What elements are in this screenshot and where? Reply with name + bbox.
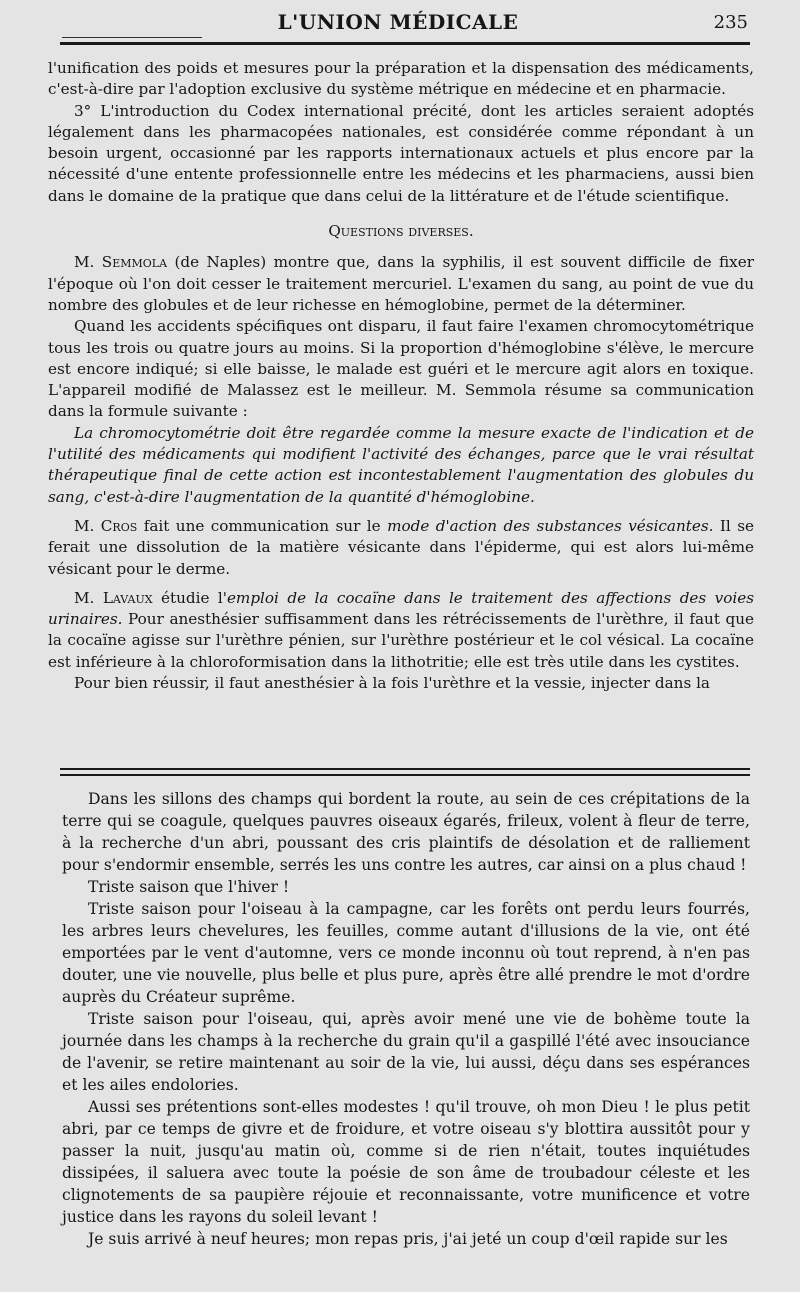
feuilleton-separator — [60, 768, 750, 780]
speaker-name: M. Lavaux — [74, 588, 153, 607]
feuilleton — [62, 788, 750, 1250]
speaker-name: M. Semmola — [74, 253, 168, 272]
feuilleton-paragraph: Triste saison pour l'oiseau à la campagne, car les forêts ont perdu leurs fourrés, les arbres leurs chevelures, les feuilles, comme autant d'illusions de la vie, ont été emportées par le vent d'automne, vers ce monde inconnu où tout reprend, à n'en pas douter, une vie nouvelle, plus belle et plus pure, après être allé prendre le mot d'ordre auprès du Créateur suprême. — [62, 900, 750, 1006]
header-rule — [60, 42, 750, 45]
paragraph-formula-quote: La chromocytométrie doit être regardée comme la mesure exacte de l'indication et de l'utilité des médicaments qui modifient l'activité des échanges, parce que le vrai résultat thérapeutique final de cette action est incontestablement l'augmentation des globules du sang, c'est-à-dire l'augmentation de la quantité d'hémoglobine. — [48, 423, 754, 506]
paragraph-semmola: M. Semmola (de Naples) montre que, dans la syphilis, il est souvent difficile de fixer l'époque où l'on doit cesser le traitement mercuriel. L'examen du sang, au point de vue du nombre des globules et de leur richesse en hémoglobine, permet de la déterminer. — [48, 253, 754, 314]
feuilleton-paragraph: Aussi ses prétentions sont-elles modestes ! qu'il trouve, oh mon Dieu ! le plus petit abri, par ce temps de givre et de froidure, et votre oiseau s'y blottira aussitôt pour y passer la nuit, jusqu'au matin où, comme si de rien n'était, toutes inquiétudes dissipées, il saluera avec toute la poésie de son âme de troubadour céleste et les clignotements de sa paupière réjouie et reconnaissante, votre munificence et votre justice dans les rayons du soleil levant ! — [62, 1098, 750, 1226]
paragraph-anesthesia: Pour bien réussir, il faut anesthésier à la fois l'urèthre et la vessie, injecter dans la — [74, 674, 710, 693]
page-number: 235 — [713, 12, 748, 33]
header-rule-thin — [62, 37, 202, 38]
speaker-name: M. Cros — [74, 516, 138, 535]
running-title: L'UNION MÉDICALE — [277, 10, 519, 34]
feuilleton-paragraph: Dans les sillons des champs qui bordent la route, au sein de ces crépitations de la terre qui se coagule, quelques pauvres oiseaux égarés, frileux, volent à fleur de terre, à la recherche d'un abri, poussant des cris plaintifs de désolation et de ralliement pour s'endormir ensemble, serrés les uns contre les autres, car ainsi on a plus chaud ! — [62, 790, 750, 874]
feuilleton-paragraph: Je suis arrivé à neuf heures; mon repas pris, j'ai jeté un coup d'œil rapide sur les — [88, 1230, 728, 1248]
section-heading: Questions diverses. — [328, 222, 474, 241]
page-header — [48, 6, 748, 38]
paragraph-lavaux: M. Lavaux étudie l'emploi de la cocaïne dans le traitement des affections des voies urinaires. Pour anesthésier suffisamment dans les rétrécissements de l'urèthre, il faut que la cocaïne agisse sur l'urèthre pénien, sur l'urèthre postérieur et le col vésical. La cocaïne est inférieure à la chloroformisation dans la lithotritie; elle est très utile dans les cystites. — [48, 588, 755, 671]
paragraph-unification: l'unification des poids et mesures pour la préparation et la dispensation des médicaments, c'est-à-dire par l'adoption exclusive du système métrique en médecine et en pharmacie. — [48, 59, 754, 99]
feuilleton-paragraph: Triste saison pour l'oiseau, qui, après avoir mené une vie de bohème toute la journée dans les champs à la recherche du grain qu'il a gaspillé l'été avec insouciance de l'avenir, se retire maintenant au soir de la vie, lui aussi, déçu dans ses espérances et les ailes endolories. — [62, 1010, 750, 1094]
paragraph-cros: M. Cros fait une communication sur le mode d'action des substances vésicantes. Il se ferait une dissolution de la matière vésicante dans l'épiderme, qui est alors lui-même vésicant pour le derme. — [48, 516, 755, 578]
paragraph-chromocytometry: Quand les accidents spécifiques ont disparu, il faut faire l'examen chromocytométrique tous les trois ou quatre jours au moins. Si la proportion d'hémoglobine s'élève, le mercure est encore indiqué; si elle baisse, le malade est guéri et le mercure agit alors en toxique. L'appareil modifié de Malassez est le meilleur. M. Semmola résume sa communication dans la formule suivante : — [48, 317, 754, 421]
feuilleton-paragraph: Triste saison que l'hiver ! — [88, 878, 290, 896]
main-article — [48, 58, 754, 694]
paragraph-codex: 3° L'introduction du Codex international précité, dont les articles seraient adoptés légalement dans les pharmacopées nationales, est considérée comme répondant à un besoin urgent, occasionné par les rapports internationaux actuels et plus encore par la nécessité d'une entente professionnelle entre les médecins et les pharmaciens, aussi bien dans le domaine de la pratique que dans celui de la littérature et de l'étude scientifique. — [48, 101, 754, 205]
